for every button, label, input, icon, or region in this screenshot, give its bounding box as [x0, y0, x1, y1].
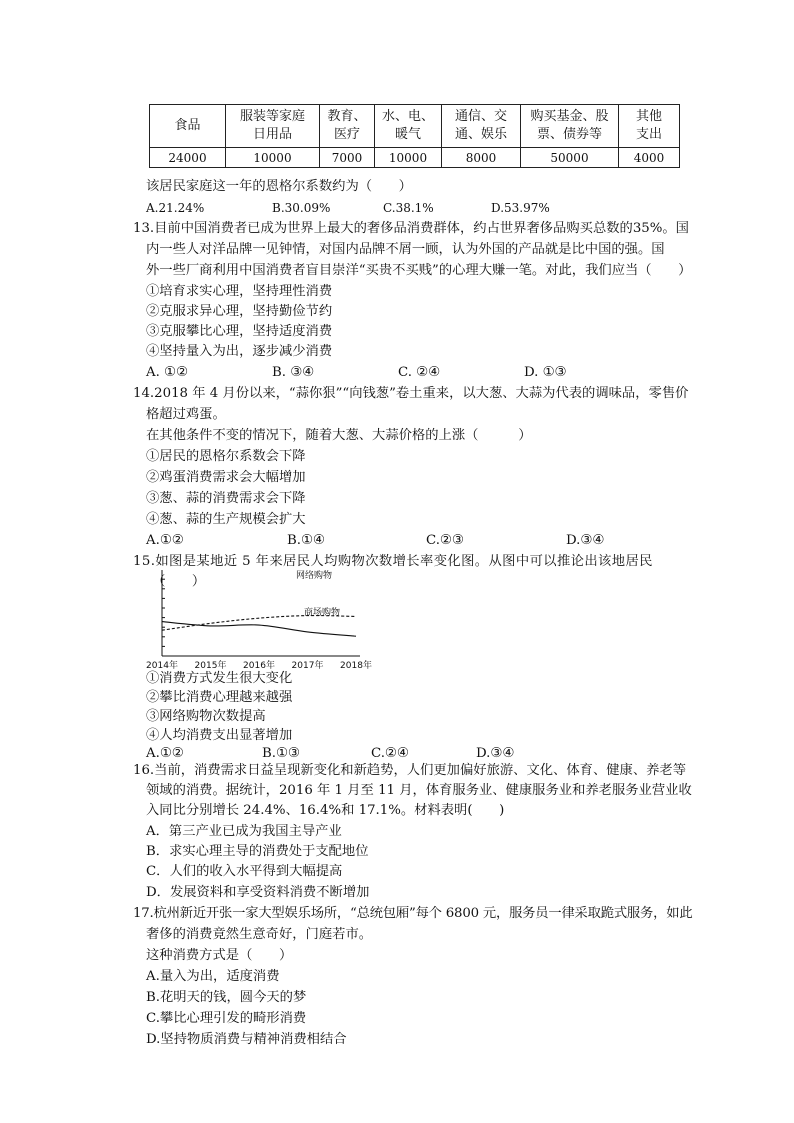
q15-option-b: B.①③ — [262, 746, 300, 761]
x-tick-label: 2016年 — [243, 661, 275, 670]
header-line: 支出 — [635, 127, 662, 142]
q13-item: ①培育求实心理，坚持理性消费 — [146, 284, 333, 299]
expenditure-table — [149, 104, 680, 168]
q14-option-d: D.③④ — [566, 533, 605, 548]
q16-stem-line: 16.当前，消费需求日益呈现新变化和新趋势，人们更加偏好旅游、文化、体育、健康、养老等 — [133, 763, 687, 778]
q14-item: ③葱、蒜的消费需求会下降 — [146, 491, 306, 506]
table-header-cell — [375, 105, 442, 148]
q16-stem-line: 入同比分别增长 24.4%、16.4%和 17.1%。材料表明( ) — [146, 803, 505, 818]
table-cell: 4000 — [619, 148, 680, 168]
x-tick-label: 2015年 — [194, 661, 227, 670]
table-cell: 7000 — [320, 148, 375, 168]
chart-labels — [296, 569, 340, 618]
q15-stem-line: （ ） — [152, 574, 206, 589]
series-label: 网络购物 — [296, 571, 333, 581]
q15-item: ②攀比消费心理越来越强 — [146, 690, 293, 705]
q12-stem: 该居民家庭这一年的恩格尔系数约为（ ） — [146, 179, 412, 194]
table-cell: 10000 — [226, 148, 320, 168]
q14-stem-line: 格超过鸡蛋。 — [146, 407, 226, 422]
q13-item: ②克服求异心理，坚持勤俭节约 — [146, 304, 333, 319]
x-tick-label: 2018年 — [340, 661, 372, 670]
q14-stem-line: 在其他条件不变的情况下，随着大葱、大蒜价格的上涨（ ） — [146, 428, 532, 443]
table-header-cell — [521, 105, 619, 148]
q15-item: ④人均消费支出显著增加 — [146, 728, 293, 743]
header-line: 通、娱乐 — [454, 127, 507, 142]
table-row — [150, 148, 680, 168]
q16-option-d: D．发展资料和享受资料消费不断增加 — [146, 885, 370, 900]
q12-option-d: D.53.97% — [491, 201, 550, 215]
table-header-row — [150, 105, 680, 148]
q16-option-a: A．第三产业已成为我国主导产业 — [146, 824, 342, 839]
q14-option-c: C.②③ — [426, 533, 464, 548]
header-line: 服装等家庭 — [239, 109, 305, 124]
table-header-cell — [442, 105, 521, 148]
q13-stem-line: 13.目前中国消费者已成为世界上最大的奢侈品消费群体，约占世界奢侈品购买总数的35%。国 — [133, 221, 689, 236]
header-line: 其他 — [635, 109, 662, 124]
x-tick-label: 2014年 — [146, 661, 178, 670]
q15-item: ③网络购物次数提高 — [146, 709, 266, 724]
x-tick-label: 2017年 — [291, 661, 324, 670]
header-line: 通信、交 — [454, 109, 507, 124]
q13-option-d: D. ①③ — [524, 365, 567, 380]
q15-option-d: D.③④ — [476, 746, 515, 761]
q12-option-a: A.21.24% — [146, 201, 205, 215]
q13-option-b: B. ③④ — [272, 365, 315, 380]
q13-option-a: A. ①② — [146, 365, 188, 380]
q16-stem-line: 领域的消费。据统计，2016 年 1 月至 11 月，体育服务业、健康服务业和养老服务业营业收 — [146, 783, 692, 798]
q17-option-a: A.量入为出，适度消费 — [146, 969, 280, 984]
table-cell: 10000 — [375, 148, 442, 168]
q17-stem-line: 奢侈的消费竟然生意奇好，门庭若市。 — [146, 927, 373, 942]
q16-option-b: B．求实心理主导的消费处于支配地位 — [146, 844, 369, 859]
q15-item: ①消费方式发生很大变化 — [146, 671, 293, 686]
shopping-growth-chart — [146, 562, 376, 670]
q13-item: ③克服攀比心理，坚持适度消费 — [146, 324, 333, 339]
table-header-cell — [226, 105, 320, 148]
x-tick-labels — [146, 659, 372, 670]
q13-stem-line: 外一些厂商利用中国消费者盲目崇洋“买贵不买贱”的心理大赚一笔。对此，我们应当（ ） — [146, 263, 692, 278]
q14-item: ①居民的恩格尔系数会下降 — [146, 449, 306, 464]
q14-stem-line: 14.2018 年 4 月份以来，“蒜你狠”“向钱葱”卷土重来，以大葱、大蒜为代表的调味品，零售价 — [133, 386, 689, 401]
q17-option-d: D.坚持物质消费与精神消费相结合 — [146, 1032, 347, 1047]
header-line: 医疗 — [333, 127, 360, 142]
table-cell: 8000 — [442, 148, 521, 168]
q16-option-c: C．人们的收入水平得到大幅提高 — [146, 864, 343, 879]
header-line: 日用品 — [252, 127, 292, 142]
table-header-cell: 食品 — [150, 105, 226, 148]
q15-stem-line: 15.如图是某地近 5 年来居民人均购物次数增长率变化图。从图中可以推论出该地居民 — [133, 554, 653, 569]
table-cell: 24000 — [150, 148, 226, 168]
q12-option-c: C.38.1% — [383, 201, 434, 215]
q14-item: ④葱、蒜的生产规模会扩大 — [146, 512, 306, 527]
q17-stem-line: 这种消费方式是（ ） — [146, 948, 293, 963]
q15-option-c: C.②④ — [371, 746, 409, 761]
table-header-cell — [619, 105, 680, 148]
q13-stem-line: 内一些人对洋品牌一见钟情，对国内品牌不屑一顾，认为外国的产品就是比中国的强。国 — [146, 242, 665, 257]
table-cell: 50000 — [521, 148, 619, 168]
table-header-cell — [320, 105, 375, 148]
chart-series — [162, 616, 356, 637]
q17-stem-line: 17.杭州新近开张一家大型娱乐场所，“总统包厢”每个 6800 元，服务员一律采取跪式服务，如此 — [133, 906, 693, 921]
q12-option-b: B.30.09% — [272, 201, 331, 215]
header-line: 水、电、 — [381, 109, 434, 124]
series-line-2 — [162, 622, 356, 637]
q14-option-a: A.①② — [146, 533, 184, 548]
q17-option-c: C.攀比心理引发的畸形消费 — [146, 1011, 307, 1026]
header-line: 购买基金、股 — [530, 109, 609, 124]
series-label: 商场购物 — [304, 608, 341, 618]
q17-option-b: B.花明天的钱，圆今天的梦 — [146, 990, 307, 1005]
header-line: 暖气 — [394, 127, 421, 142]
q14-item: ②鸡蛋消费需求会大幅增加 — [146, 470, 306, 485]
q15-option-a: A.①② — [146, 746, 184, 761]
header-line: 教育、 — [327, 109, 367, 124]
q14-option-b: B.①④ — [287, 533, 325, 548]
q13-option-c: C. ②④ — [398, 365, 440, 380]
q13-item: ④坚持量入为出，逐步减少消费 — [146, 344, 333, 359]
header-line: 票、债券等 — [536, 127, 602, 142]
